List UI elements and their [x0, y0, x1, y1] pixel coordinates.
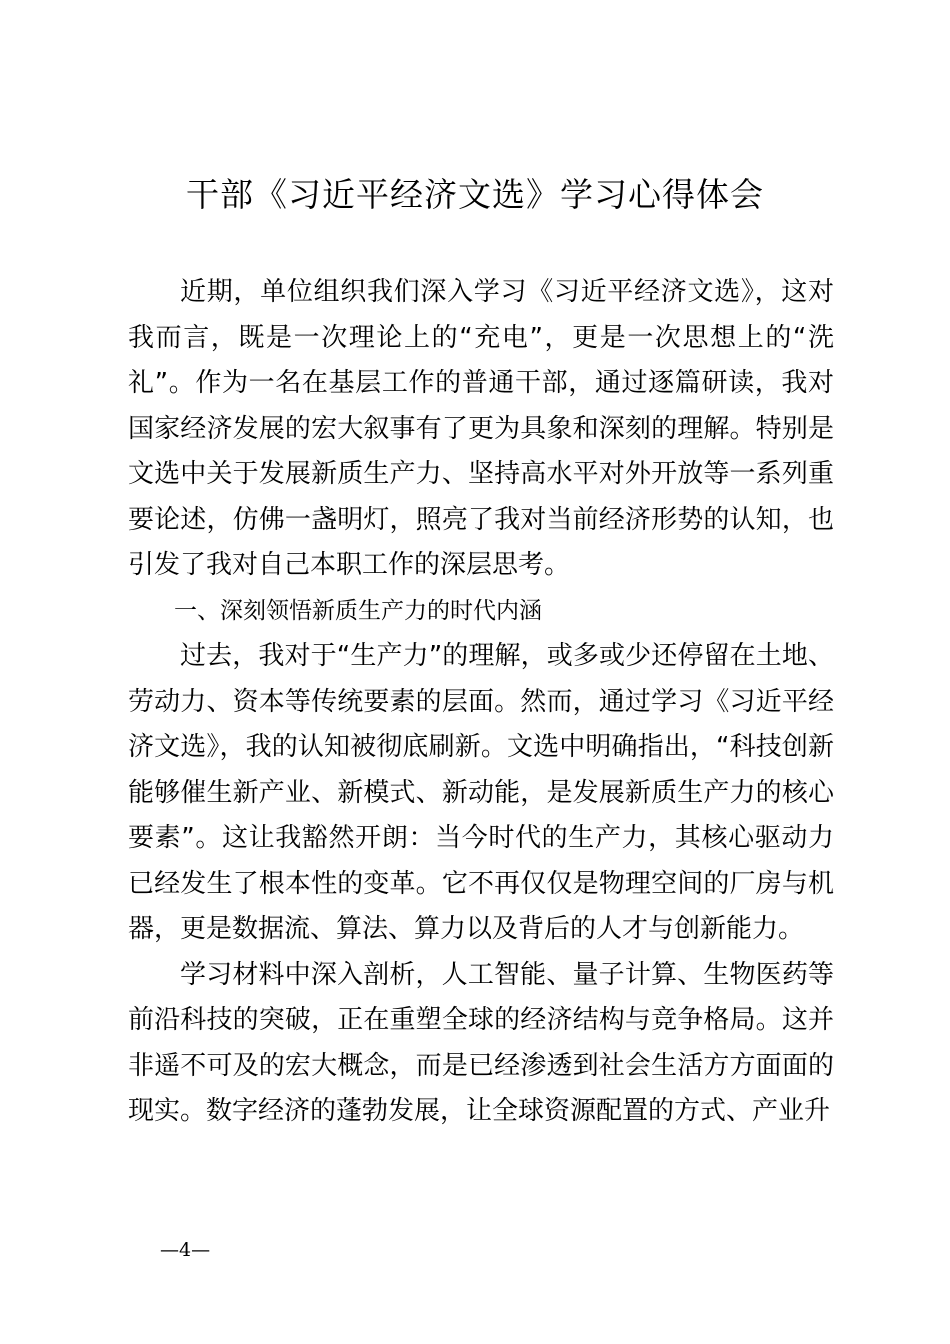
document-title: 干部《习近平经济文选》学习心得体会: [186, 175, 764, 214]
section-heading: 一、深刻领悟新质生产力的时代内涵: [174, 597, 542, 624]
paragraph-productivity: 过去，我对于“生产力”的理解，或多或少还停留在土地、劳动力、资本等传统要素的层面。然而，通过学习《习近平经济文选》，我的认知被彻底刷新。文选中明确指出，“科技创新能够催生新产业、新模式、新动能，是发展新质生产力的核心要素”。这让我豁然开朗：当今时代的生产力，其核心驱动力已经发生了根本性的变革。它不再仅仅是物理空间的厂房与机器，更是数据流、算法、算力以及背后的人才与创新能力。: [128, 641, 834, 944]
page-number: —4—: [160, 1239, 211, 1261]
paragraph-intro: 近期，单位组织我们深入学习《习近平经济文选》，这对我而言，既是一次理论上的“充电”，更是一次思想上的“洗礼”。作为一名在基层工作的普通干部，通过逐篇研读，我对国家经济发展的宏大叙事有了更为具象和深刻的理解。特别是文选中关于发展新质生产力、坚持高水平对外开放等一系列重要论述，仿佛一盏明灯，照亮了我对当前经济形势的认知，也引发了我对自己本职工作的深层思考。: [128, 277, 834, 580]
document-body: [128, 270, 834, 1135]
paragraph-technology: 学习材料中深入剖析，人工智能、量子计算、生物医药等前沿科技的突破，正在重塑全球的经济结构与竞争格局。这并非遥不可及的宏大概念，而是已经渗透到社会生活方方面面的现实。数字经济的蓬勃发展，让全球资源配置的方式、产业升: [128, 959, 834, 1126]
